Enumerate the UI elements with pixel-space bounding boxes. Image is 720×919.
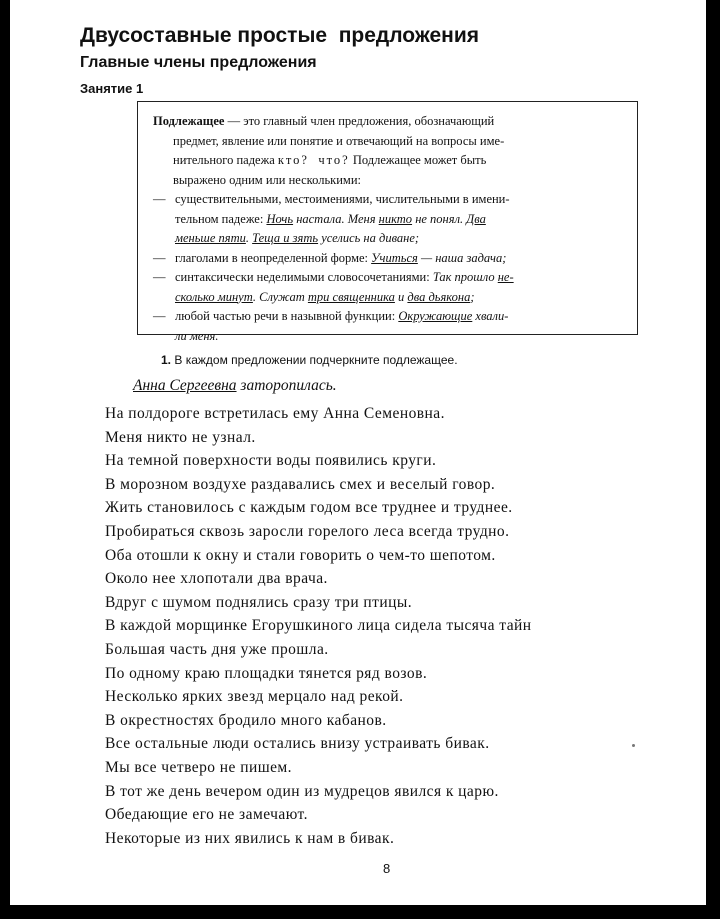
page-number: 8 xyxy=(383,861,391,876)
sentence: Обедающие его не замечают. xyxy=(105,806,308,824)
sentence: Пробираться сквозь заросли горелого леса всегда трудно. xyxy=(105,522,510,540)
scan-border-left xyxy=(0,0,10,919)
sentence: Все остальные люди остались внизу устраивать бивак. xyxy=(105,735,490,753)
rule-list-item: — глаголами в неопределенной форме: Учиться — наша задача; xyxy=(153,249,626,269)
dash-bullet: — xyxy=(153,250,166,265)
sentence: Мы все четверо не пишем. xyxy=(105,758,292,776)
scan-border-bottom xyxy=(0,905,720,919)
scan-speck xyxy=(632,744,635,747)
dash-bullet: — xyxy=(153,309,166,323)
sentence: Меня никто не узнал. xyxy=(105,428,256,446)
sentence: В каждой морщинке Егорушкиного лица сидела тысяча тайн xyxy=(105,617,532,635)
rule-list-item: — синтаксически неделимыми словосочетаниями: Так прошло не- сколько минут. Служат три священника и два дьякона; xyxy=(153,270,514,304)
rule-list-item: — существительными, местоимениями, числительными в имени- тельном падеже: Ночь настала. Меня никто не понял. Два меньше пяти. Теща и зять уселись на диване; xyxy=(153,192,510,245)
scan-border-right xyxy=(706,0,720,919)
sentence: Жить становилось с каждым годом все труднее и труднее. xyxy=(105,499,513,517)
rule-intro-line: нительного падежа кто? что? Подлежащее может быть xyxy=(173,153,487,167)
sentence: На темной поверхности воды появились круги. xyxy=(105,452,437,470)
sentence-list xyxy=(105,402,665,850)
lesson-label: Занятие 1 xyxy=(80,81,144,96)
sentence: В окрестностях бродило много кабанов. xyxy=(105,711,387,729)
rule-intro-line: выраженo одним или несколькими: xyxy=(173,172,361,187)
sentence: В тот же день вечером один из мудрецов явился к царю. xyxy=(105,782,499,800)
rule-term: Подлежащее xyxy=(153,114,225,128)
example-subject: Анна Сергеевна xyxy=(133,377,237,394)
section-subtitle: Главные члены предложения xyxy=(80,54,317,71)
dash-bullet: — xyxy=(153,192,166,206)
sentence: Большая часть дня уже прошла. xyxy=(105,640,329,658)
sentence: Около нее хлопотали два врача. xyxy=(105,570,328,588)
rule-list-item: — любой частью речи в назывной функции: Окружающие хвали- ли меня. xyxy=(153,309,509,343)
sentence: Некоторые из них явились к нам в бивак. xyxy=(105,829,395,847)
sentence: В морозном воздухе раздавались смех и веселый говор. xyxy=(105,475,496,493)
sentence: Вдруг с шумом поднялись сразу три птицы. xyxy=(105,593,413,611)
task-instruction: 1. В каждом предложении подчеркните подлежащее. xyxy=(161,353,458,367)
page-title: Двусоставные простые предложения xyxy=(80,24,479,47)
dash-bullet: — xyxy=(153,270,166,284)
rule-intro-line: предмет, явление или понятие и отвечающий на вопросы име- xyxy=(173,133,505,148)
sentence: Несколько ярких звезд мерцало над рекой. xyxy=(105,688,404,706)
rule-intro-line: Подлежащее — это главный член предложения, обозначающий xyxy=(153,114,495,128)
example-sentence: Анна Сергеевна заторопилась. xyxy=(133,377,337,394)
sentence: По одному краю площадки тянется ряд возов. xyxy=(105,664,428,682)
task-number: 1. xyxy=(161,353,172,367)
sentence: Оба отошли к окну и стали говорить о чем-то шепотом. xyxy=(105,546,496,564)
rule-text xyxy=(153,112,626,346)
sentence: На полдороге встретилась ему Анна Семеновна. xyxy=(105,405,445,422)
